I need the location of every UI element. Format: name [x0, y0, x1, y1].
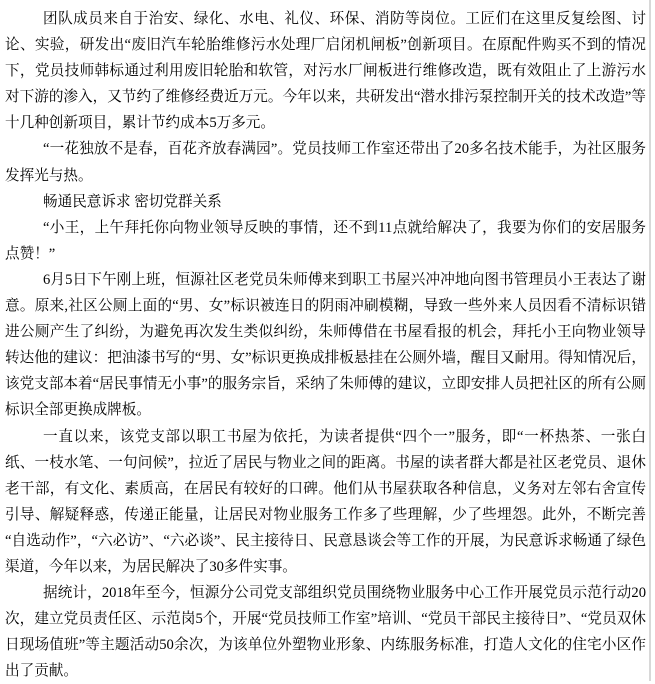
paragraph-craftsmen-innovation: 团队成员来自于治安、绿化、水电、礼仪、环保、消防等岗位。工匠们在这里反复绘图、讨论、实验，研发出“废旧汽车轮胎维修污水处理厂启闭机闸板”创新项目。在原配件购买不到的情况下，党员技师韩标通过利用废旧轮胎和软管，对污水厂闸板进行维修改造，既有效阻止了上游污水对下游的渗入，又节约了维修经费近万元。今年以来，共研发出“潜水排污泵控制开关的技术改造”等十几种创新项目，累计节约成本5万多元。 — [5, 11, 646, 132]
paragraph-reading-room-services: 一直以来，该党支部以职工书屋为依托，为读者提供“四个一”服务，即“一杯热茶、一张白纸、一枝水笔、一句问候”，拉近了居民与物业之间的距离。书屋的读者群大都是社区老党员、退休老干部，有文化、素质高，在居民有较好的口碑。他们从书屋获取各种信息，义务对左邻右舍宣传引导、解疑释惑，传递正能量，让居民对物业服务工作多了些理解，少了些埋怨。此外，不断完善“自选动作”，“六必访”、“六必谈”、民主接待日、民意恳谈会等工作的开展，为民意诉求畅通了绿色渠道，今年以来，为居民解决了30多件实事。 — [5, 428, 646, 575]
section-heading-public-opinion: 畅通民意诉求 密切党群关系 — [43, 193, 222, 210]
paragraph-statistics-summary: 据统计，2018年至今，恒源分公司党支部组织党员围绕物业服务中心工作开展党员示范行动20次，建立党员责任区、示范岗5个，开展“党员技师工作室”培训、“党员干部民主接待日”、“党员双休日现场值班”等主题活动50余次，为该单位外塑物业形象、内练服务标准，打造人文化的住宅小区作出了贡献。 — [5, 585, 646, 680]
paragraph-restroom-sign-story: 6月5日下午刚上班，恒源社区老党员朱师傅来到职工书屋兴冲冲地向图书管理员小王表达了谢意。原来,社区公厕上面的“男、女”标识被连日的阴雨冲刷模糊，导致一些外来人员因看不清标识错进公厕产生了纠纷，为避免再次发生类似纠纷，朱师傅借在书屋看报的机会，拜托小王向物业领导转达他的建议：把油漆书写的“男、女”标识更换成排板悬挂在公厕外墙，醒目又耐用。得知情况后，该党支部本着“居民事情无小事”的服务宗旨，采纳了朱师傅的建议，立即安排人员把社区的所有公厕标识全部更换成牌板。 — [5, 271, 646, 419]
document-text-area — [5, 6, 646, 684]
paragraph-technical-experts: “一花独放不是春，百花齐放春满园”。党员技师工作室还带出了20多名技术能手，为社区服务发挥光与热。 — [5, 141, 646, 184]
page-edge-line — [649, 0, 651, 681]
paragraph-resident-quote: “小王，上午拜托你向物业领导反映的事情，还不到11点就给解决了，我要为你们的安居服务点赞！” — [5, 219, 646, 262]
